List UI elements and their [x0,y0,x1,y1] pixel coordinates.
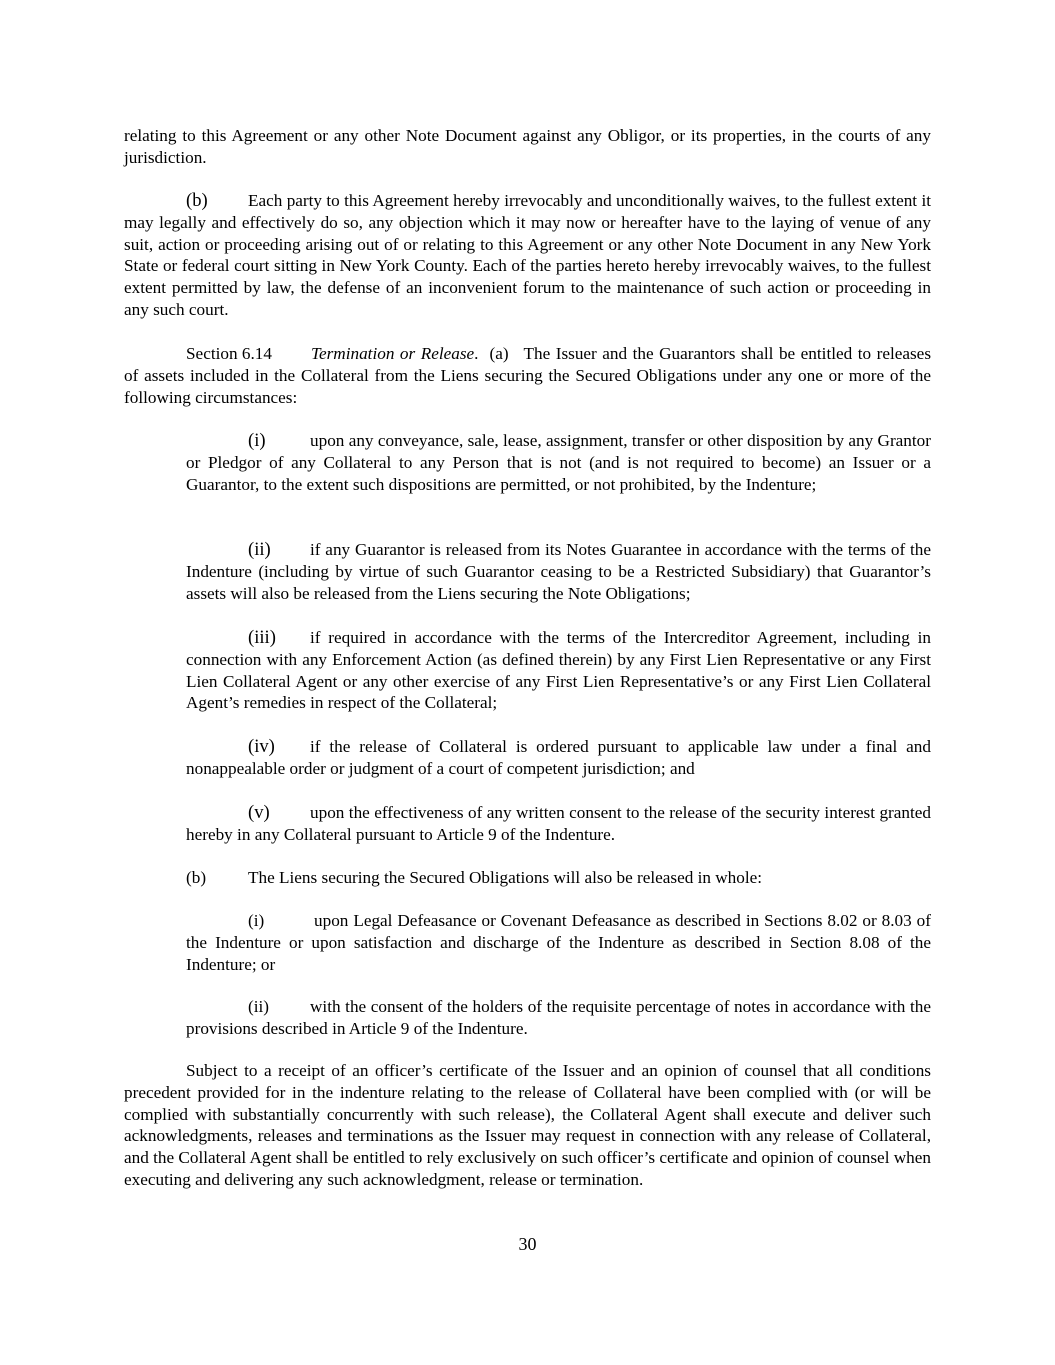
list-item-label: (iv) [248,736,275,757]
list-item-b-ii [186,996,931,1040]
list-item-a-v [186,802,931,846]
list-item-label: (iii) [248,627,276,648]
list-item-text: if required in accordance with the terms of the Intercreditor Agreement, including in connection with any Enforcement Action (as defined therein) by any First Lien Representative or any First Lien Collateral Agent or any other exercise of any First Lien Representative’s or any First Lien Collateral Agent’s remedies in respect of the Collateral; [186,628,931,713]
paragraph-b-label: (b) [186,190,208,211]
page-number: 30 [518,1234,537,1254]
section-a-label: (a) [489,344,509,363]
paragraph-b-text: Each party to this Agreement hereby irrevocably and unconditionally waives, to the fullest extent it may legally and effectively do so, any objection which it may now or hereafter have to the laying of venue of any suit, action or proceeding arising out of or relating to this Agreement or any other Note Document in any New York State or federal court sitting in New York County. Each of the parties hereto hereby irrevocably waives, to the fullest extent permitted by law, the defense of an inconvenient forum to the maintenance of such action or proceeding in any such court. [124,191,931,319]
list-item-text: upon the effectiveness of any written consent to the release of the security interest granted hereby in any Collateral pursuant to Article 9 of the Indenture. [186,803,931,844]
list-item-text: upon any conveyance, sale, lease, assignment, transfer or other disposition by any Grantor or Pledgor of any Collateral to any Person that is not (and is not required to become) an Issuer or a Guarantor, to the extent such dispositions are permitted, or not prohibited, by the Indenture; [186,431,931,494]
section-title: Termination or Release [311,344,475,363]
list-item-a-i [186,430,931,495]
list-item-text: if any Guarantor is released from its Notes Guarantee in accordance with the terms of the Indenture (including by virtue of such Guarantor ceasing to be a Restricted Subsidiary) that Guarantor’s assets will also be released from the Liens securing the Note Obligations; [186,540,931,603]
paragraph-b [124,190,931,321]
list-item-text: if the release of Collateral is ordered pursuant to applicable law under a final and nonappealable order or judgment of a court of competent jurisdiction; and [186,737,931,778]
list-item-label: (i) [248,911,265,930]
list-item-a-iii [186,627,931,714]
section-label: Section 6.14 [186,344,272,363]
list-item-label: (v) [248,802,270,823]
subsection-b-label: (b) [186,868,207,887]
section-text: The Issuer and the Guarantors shall be entitled to releases of assets included in the Collateral from the Liens securing the Secured Obligations under any one or more of the following circumstances: [124,344,932,407]
section-6-14: Section 6.14 Termination or Release. (a) The Issuer and the Guarantors shall be entitled to releases of assets included in the Collateral from the Liens securing the Secured Obligations under any one or more of the following circumstances: [124,344,932,407]
list-item-b-i [186,910,931,975]
paragraph-continuation: relating to this Agreement or any other Note Document against any Obligor, or its properties, in the courts of any jurisdiction. [124,126,931,167]
list-item-a-ii [186,539,931,604]
list-item-text: upon Legal Defeasance or Covenant Defeasance as described in Sections 8.02 or 8.03 of the Indenture or upon satisfaction and discharge of the Indenture as described in Section 8.08 of the Indenture; or [186,911,931,974]
paragraph-final-text: Subject to a receipt of an officer’s certificate of the Issuer and an opinion of counsel that all conditions precedent provided for in the indenture relating to the release of Collateral have been complied with (or will be complied with substantially concurrently with such release), the Collateral Agent shall execute and deliver such acknowledgments, releases and terminations as the Issuer may request in connection with any release of Collateral, and the Collateral Agent shall be entitled to rely exclusively on such officer’s certificate and opinion of counsel when executing and delivering any such acknowledgment, release or termination. [124,1061,931,1189]
subsection-b-text: The Liens securing the Secured Obligations will also be released in whole: [248,868,763,887]
paragraph-final [124,1060,931,1191]
list-item-label: (ii) [248,539,271,560]
list-item-label: (ii) [248,997,269,1016]
list-item-text: with the consent of the holders of the requisite percentage of notes in accordance with the provisions described in Article 9 of the Indenture. [186,997,931,1038]
list-item-a-iv [186,736,931,780]
subsection-b [186,867,931,889]
list-item-label: (i) [248,430,266,451]
